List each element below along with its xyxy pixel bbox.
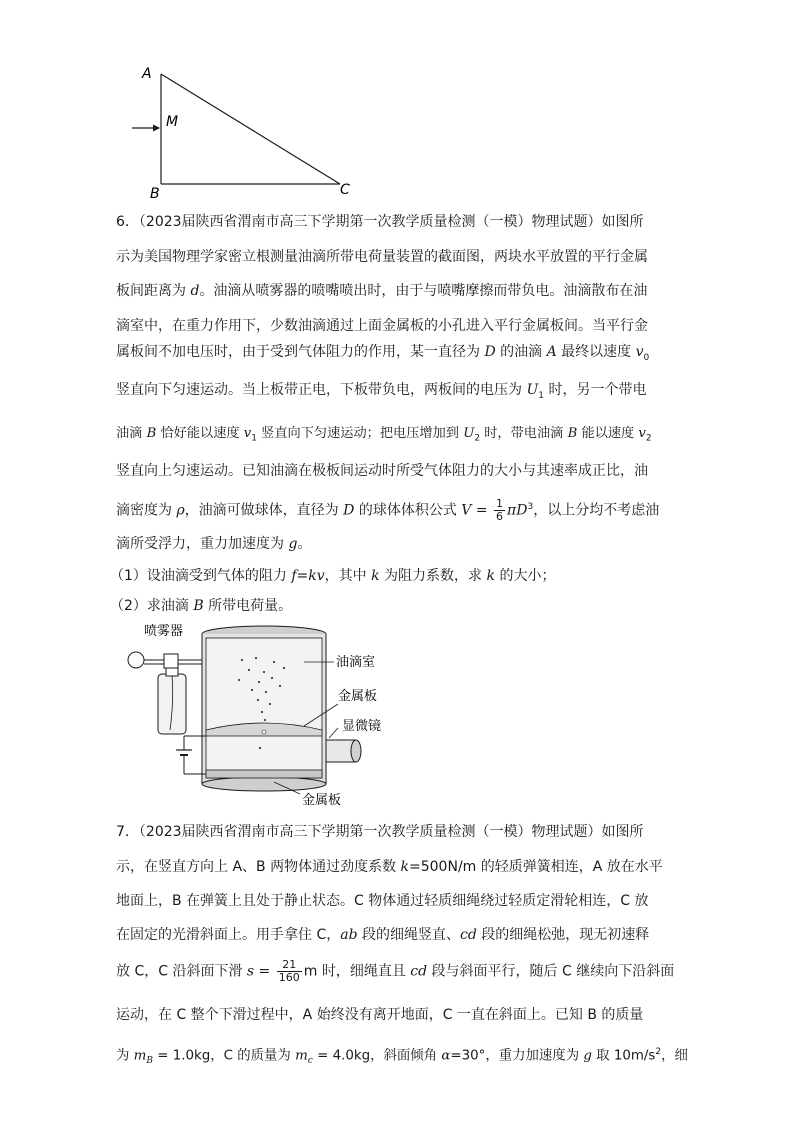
- q7-line-3: 地面上，B 在弹簧上且处于静止状态。C 物体通过轻质细绳绕过轻质定滑轮相连，C 放: [116, 893, 649, 909]
- triangle-figure: [120, 60, 370, 200]
- q6-subquestion-2: （2）求油滴 B 所带电荷量。: [110, 598, 293, 614]
- q6-line-3: 板间距离为 d。油滴从喷雾器的喷嘴喷出时，由于与喷嘴摩擦而带负电。油滴散布在油: [116, 283, 648, 299]
- q6-line-8: 竖直向上匀速运动。已知油滴在极板间运动时所受气体阻力的大小与其速率成正比，油: [116, 463, 648, 479]
- q6-line-5: 属板间不加电压时，由于受到气体阻力的作用，某一直径为 D 的油滴 A 最终以速度 $v_0$: [116, 344, 650, 363]
- label-C: C: [340, 182, 350, 198]
- label-B: B: [150, 186, 160, 200]
- q6-line-4: 滴室中，在重力作用下，少数油滴通过上面金属板的小孔进入平行金属板间。当平行金: [116, 318, 648, 334]
- q6-line-1: 6．（2023届陕西省渭南市高三下学期第一次教学质量检测（一模）物理试题）如图所: [116, 214, 644, 230]
- q6-line-9: 滴密度为 ρ，油滴可做球体，直径为 D 的球体体积公式 V = $\frac{1}{6}$ $\pi D^3$，以上分均不考虑油: [116, 497, 660, 524]
- q6-line-2: 示为美国物理学家密立根测量油滴所带电荷量装置的截面图，两块水平放置的平行金属: [116, 249, 648, 265]
- millikan-apparatus-figure: [124, 620, 414, 810]
- label-M: M: [166, 114, 179, 130]
- chamber-label: 油滴室: [336, 655, 376, 670]
- microscope-label: 显微镜: [342, 719, 382, 734]
- top-plate-label: 金属板: [338, 689, 378, 704]
- q7-line-5: 放 C，C 沿斜面下滑 s = $\frac{21}{160}$ m 时，细绳直且 cd 段与斜面平行，随后 C 继续向下沿斜面: [116, 958, 675, 984]
- q6-line-7: 油滴 B 恰好能以速度 $v_1$ 竖直向下匀速运动；把电压增加到 $U_2$ 时，带电油滴 B 能以速度 $v_2$: [116, 426, 652, 444]
- q6-line-10: 滴所受浮力，重力加速度为 g。: [116, 536, 312, 552]
- q7-line-4: 在固定的光滑斜面上。用手拿住 C，ab 段的细绳竖直、cd 段的细绳松弛，现无初速释: [116, 927, 650, 943]
- volume-fraction: $\frac{1}{6}$: [496, 497, 504, 524]
- q7-line-1: 7．（2023届陕西省渭南市高三下学期第一次教学质量检测（一模）物理试题）如图所: [116, 824, 644, 840]
- q7-line-7: 为 $m_B = 1.0kg$，C 的质量为 $m_c = 4.0kg$，斜面倾角 α=30°，重力加速度为 g 取 $10m/s^2$，细: [116, 1047, 688, 1067]
- q7-line-2: 示，在竖直方向上 A、B 两物体通过劲度系数 k=500N/m 的轻质弹簧相连，A 放在水平: [116, 859, 663, 875]
- sprayer-label: 喷雾器: [144, 624, 184, 639]
- distance-fraction: $\frac{21}{160}$: [278, 958, 300, 984]
- q6-subquestion-1: （1）设油滴受到气体的阻力 f=kv，其中 k 为阻力系数，求 k 的大小；: [110, 568, 556, 584]
- sprayer-bulb: [128, 652, 144, 668]
- bottom-plate-label: 金属板: [302, 793, 342, 808]
- q6-line-6: 竖直向下匀速运动。当上板带正电，下板带负电，两板间的电压为 $U_1$ 时，另一个带电: [116, 382, 647, 401]
- label-A: A: [142, 66, 152, 82]
- q7-line-6: 运动，在 C 整个下滑过程中，A 始终没有离开地面，C 一直在斜面上。已知 B 的质量: [116, 1007, 644, 1023]
